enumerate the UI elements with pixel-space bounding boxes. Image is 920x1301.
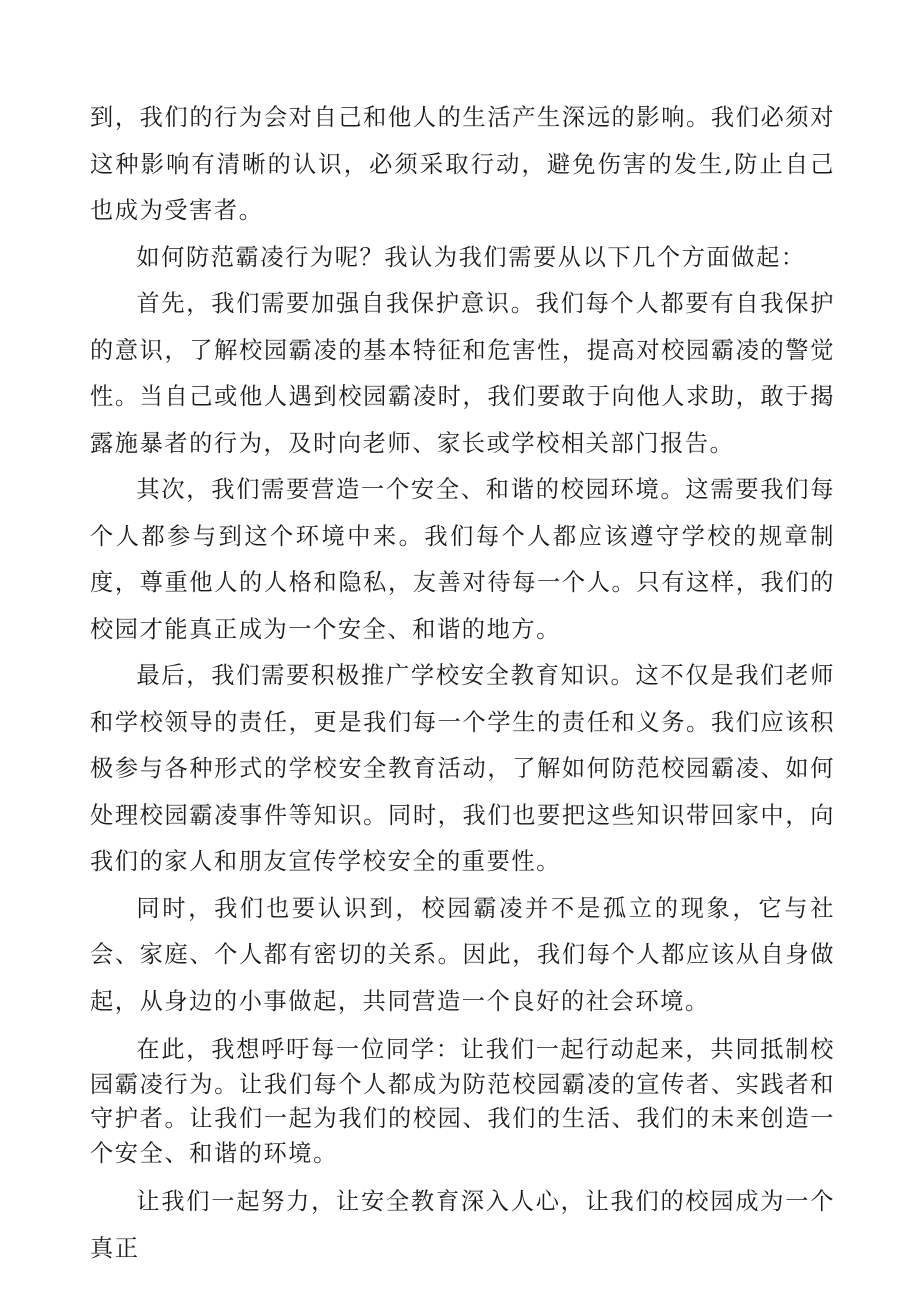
paragraph-first: 首先，我们需要加强自我保护意识。我们每个人都要有自我保护的意识，了解校园霸凌的基本特征和危害性，提高对校园霸凌的警觉性。当自己或他人遇到校园霸凌时，我们要敢于向他人求助，敢于揭露施暴者的行为，及时向老师、家长或学校相关部门报告。 bbox=[90, 290, 835, 457]
paragraph-question: 如何防范霸凌行为呢？我认为我们需要从以下几个方面做起： bbox=[136, 243, 806, 271]
paragraph-closing: 让我们一起努力，让安全教育深入人心，让我们的校园成为一个真正 bbox=[90, 1188, 835, 1262]
document-page bbox=[90, 95, 835, 1272]
paragraph-last: 最后，我们需要积极推广学校安全教育知识。这不仅是我们老师和学校领导的责任，更是我们每一个学生的责任和义务。我们应该积极参与各种形式的学校安全教育活动，了解如何防范校园霸凌、如何处理校园霸凌事件等知识。同时，我们也要把这些知识带回家中，向我们的家人和朋友宣传学校安全的重要性。 bbox=[90, 662, 835, 875]
paragraph-second: 其次，我们需要营造一个安全、和谐的校园环境。这需要我们每个人都参与到这个环境中来。我们每个人都应该遵守学校的规章制度，尊重他人的人格和隐私，友善对待每一个人。只有这样，我们的校园才能真正成为一个安全、和谐的地方。 bbox=[90, 476, 835, 643]
paragraph-appeal: 在此，我想呼吁每一位同学：让我们一起行动起来，共同抵制校园霸凌行为。让我们每个人都成为防范校园霸凌的宣传者、实践者和守护者。让我们一起为我们的校园、我们的生活、我们的未来创造一个安全、和谐的环境。 bbox=[90, 1036, 835, 1167]
paragraph-meanwhile: 同时，我们也要认识到，校园霸凌并不是孤立的现象，它与社会、家庭、个人都有密切的关系。因此，我们每个人都应该从自身做起，从身边的小事做起，共同营造一个良好的社会环境。 bbox=[90, 894, 835, 1015]
paragraph-continuation: 到，我们的行为会对自己和他人的生活产生深远的影响。我们必须对这种影响有清晰的认识，必须采取行动，避免伤害的发生,防止自己也成为受害者。 bbox=[90, 104, 835, 224]
